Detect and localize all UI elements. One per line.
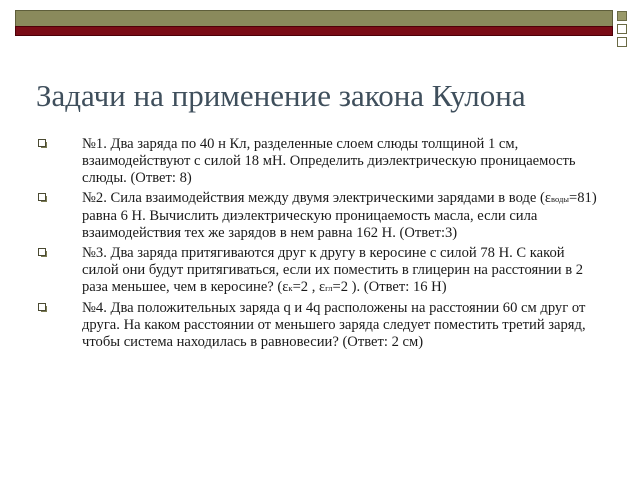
slide-title: Задачи на применение закона Кулона <box>36 78 526 113</box>
subscript: воды <box>551 194 570 204</box>
problem-list <box>36 136 604 354</box>
problem-text: №4. Два положительных заряда q и 4q расположены на расстоянии 60 см друг от друга. На каком расстоянии от меньшего заряда следует поместить третий заряд, чтобы система находилась в равновесии? (Ответ: 2 см) <box>82 300 586 350</box>
square-bullet-icon <box>38 193 46 201</box>
problem-item-1 <box>36 136 604 187</box>
problem-item-4 <box>36 300 604 351</box>
problem-text: №1. Два заряда по 40 н Кл, разделенные слоем слюды толщиной 1 см, взаимодействуют с силой 18 мН. Определить диэлектрическую проницаемость слюды. (Ответ: 8) <box>82 136 576 186</box>
decor-square-empty <box>617 37 627 47</box>
problem-text-part: №3. Два заряда притягиваются друг к другу в керосине с силой 78 Н. С какой силой они будут притягиваться, если их поместить в глицерин на расстоянии в 2 раза меньшее, чем в керосине? (ε <box>82 245 584 295</box>
decor-square-filled <box>617 11 627 21</box>
square-bullet-icon <box>38 303 46 311</box>
square-bullet-icon <box>38 248 46 256</box>
problem-text-part: =2 ). (Ответ: 16 Н) <box>332 279 447 295</box>
subscript: гл <box>325 283 333 293</box>
decor-square-empty <box>617 24 627 34</box>
square-bullet-icon <box>38 139 46 147</box>
problem-text-part: =81) равна 6 Н. Вычислить диэлектрическую проницаемость масла, если сила взаимодействия тех же зарядов в нем равна 162 Н. (Ответ:3) <box>82 190 597 241</box>
subscript: к <box>288 283 293 293</box>
header-bar-maroon <box>15 26 613 36</box>
problem-text-part: =2 , ε <box>292 279 326 295</box>
header-bar-olive <box>15 10 613 27</box>
problem-item-2 <box>36 190 604 242</box>
problem-text-part: №2. Сила взаимодействия между двумя электрическими зарядами в воде (ε <box>82 190 552 206</box>
problem-item-3 <box>36 245 604 297</box>
